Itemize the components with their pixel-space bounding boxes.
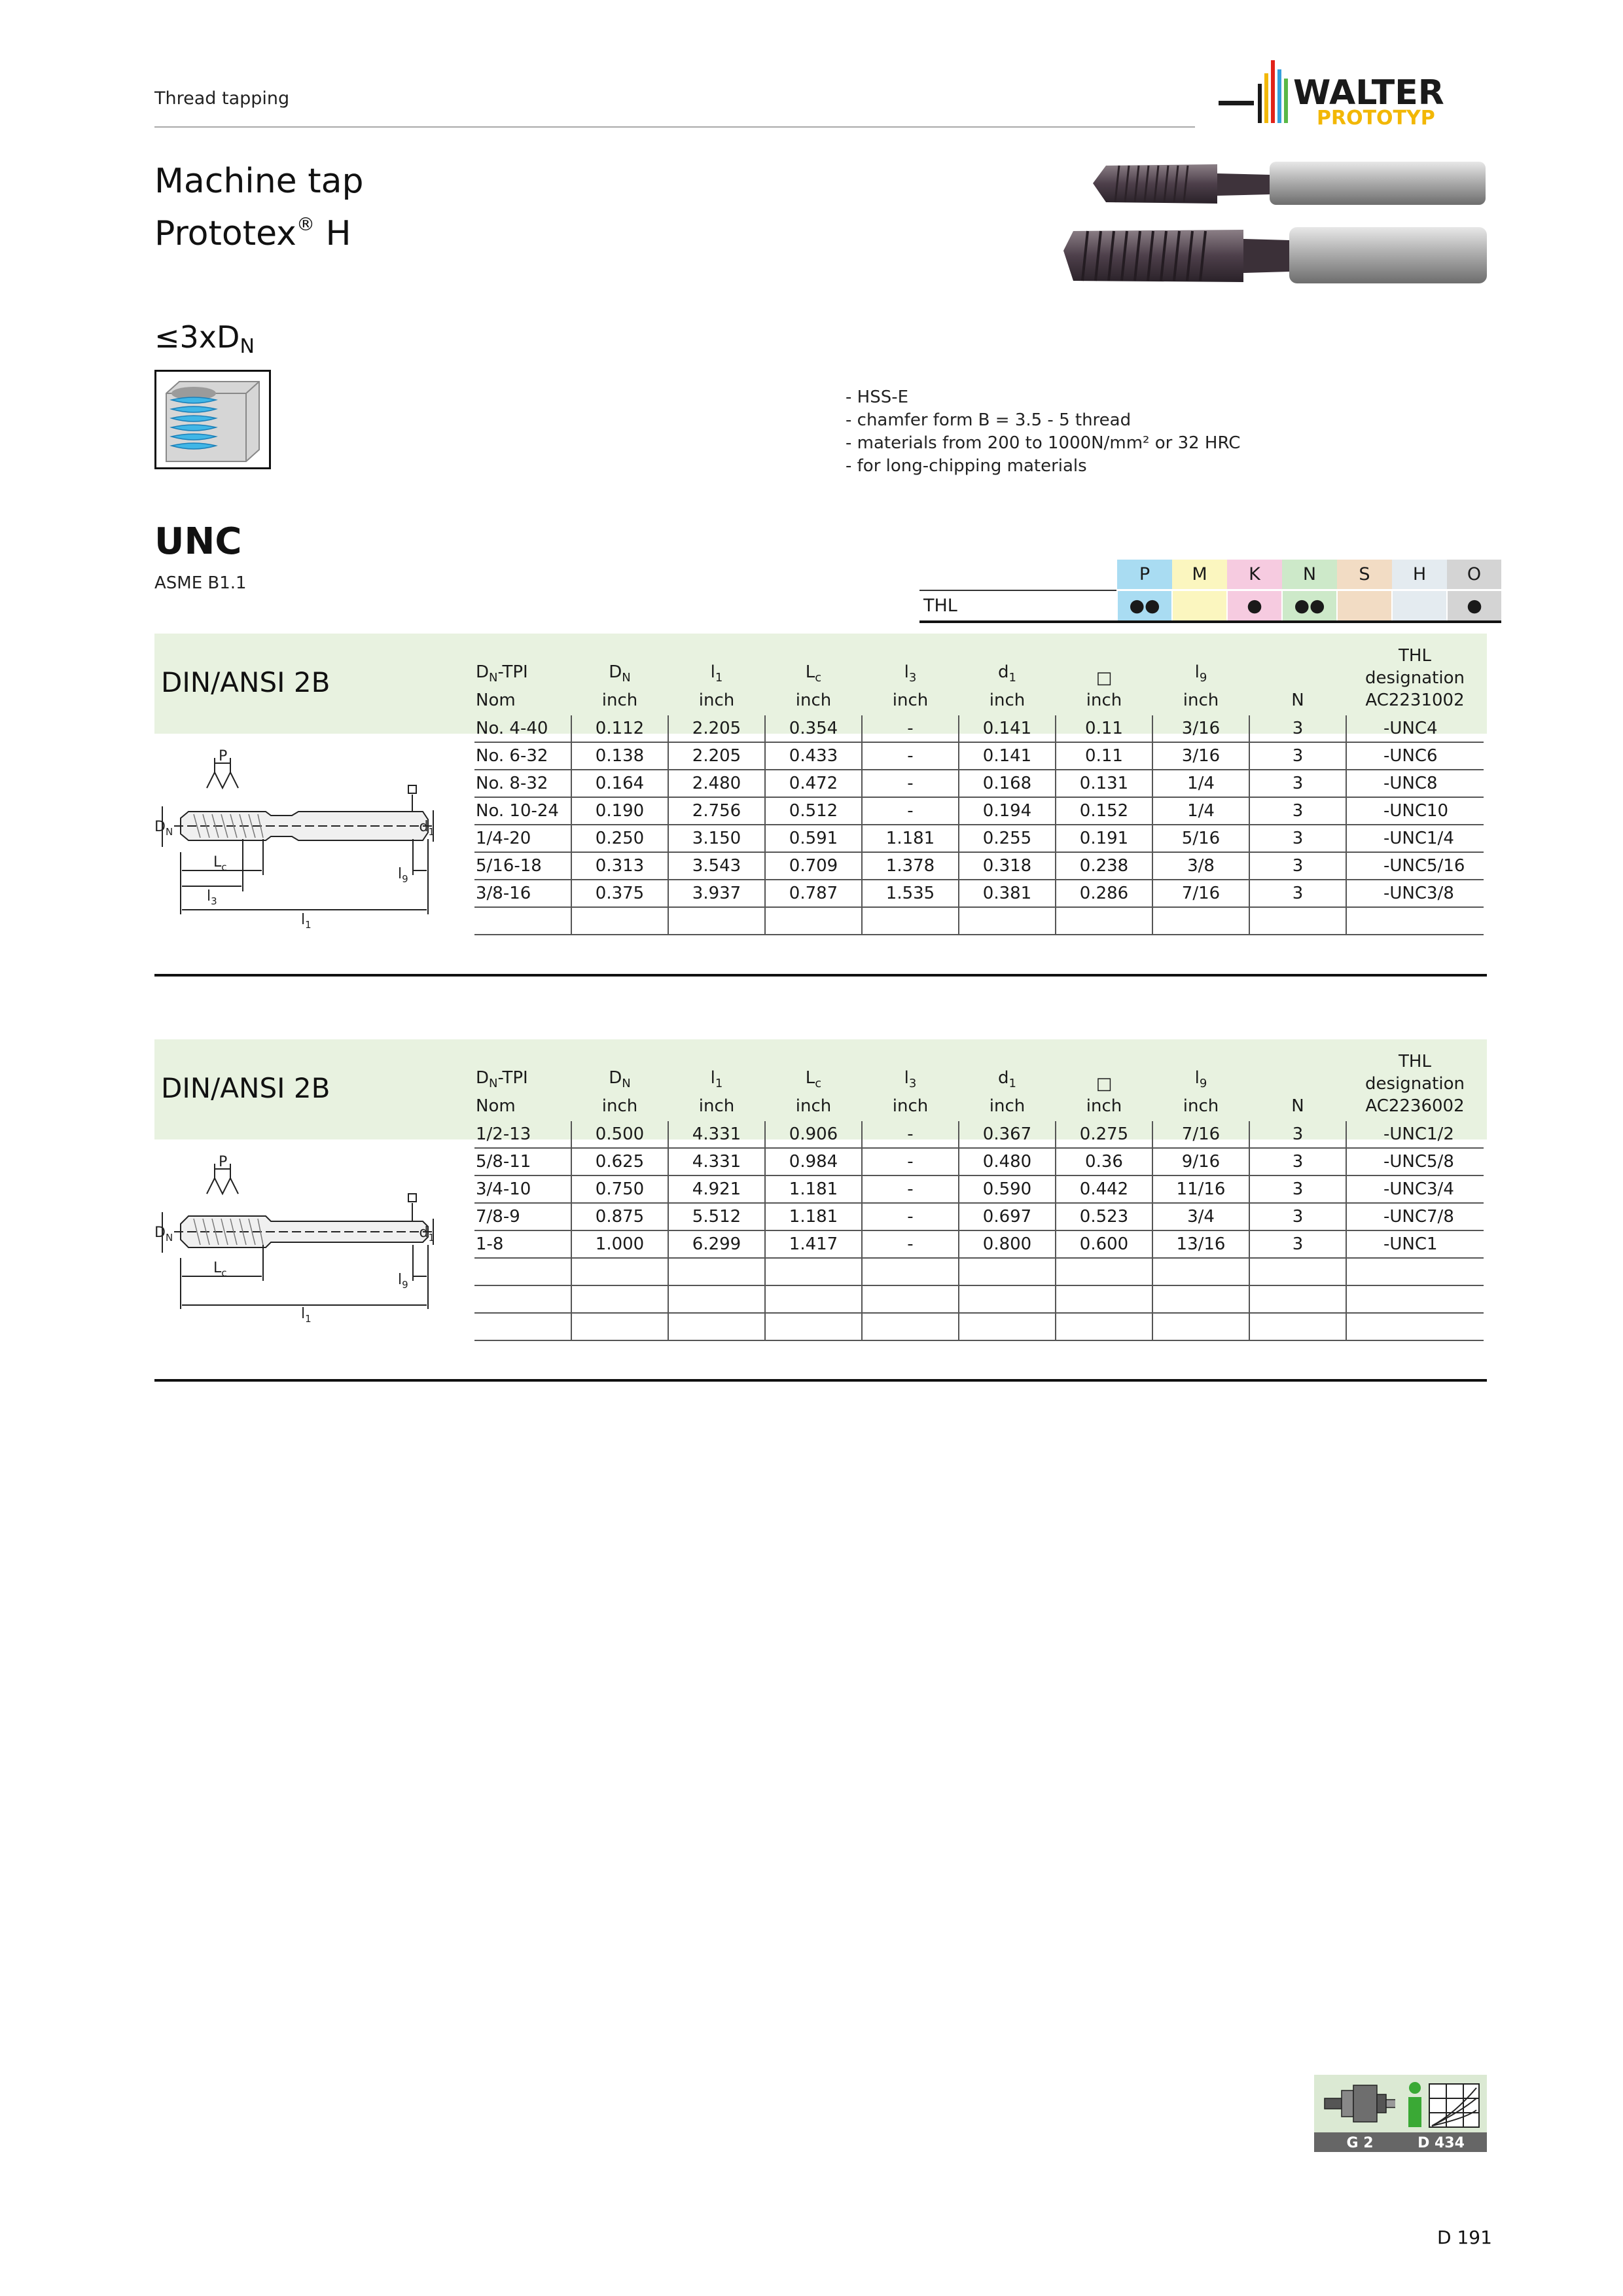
- table-cell: 0.984: [765, 1148, 862, 1175]
- table2-schematic: [154, 1140, 437, 1325]
- table-cell: 0.590: [959, 1175, 1056, 1203]
- table-row: [474, 742, 1484, 770]
- table-cell: 3: [1249, 742, 1346, 770]
- table-cell: 0.600: [1056, 1230, 1152, 1258]
- schem-l1-label: $l_1$: [301, 912, 312, 931]
- feature-list: [846, 386, 1240, 478]
- table-cell: [765, 1258, 862, 1285]
- table-cell: 3/4-10: [474, 1175, 571, 1203]
- col-designation: THL designation AC2236002: [1365, 1052, 1465, 1116]
- section-label: Thread tapping: [154, 88, 290, 109]
- table2-body: [474, 1121, 1484, 1340]
- table-cell: 0.313: [571, 852, 668, 880]
- material-mark: [1172, 590, 1227, 622]
- table-cell: [765, 907, 862, 935]
- walter-logo: [1219, 60, 1487, 132]
- table-cell: 0.480: [959, 1148, 1056, 1175]
- table-cell: [571, 907, 668, 935]
- table1: [474, 634, 1484, 935]
- schem2-p-label: P: [219, 1154, 228, 1170]
- table-cell: [571, 1258, 668, 1285]
- schem2-lc-label: $L_c$: [213, 1260, 227, 1279]
- material-K: K: [1227, 560, 1282, 590]
- table-cell: 0.709: [765, 852, 862, 880]
- table-cell: [959, 1313, 1056, 1340]
- table-cell: 0.238: [1056, 852, 1152, 880]
- col-n: N: [1291, 1096, 1304, 1116]
- schem2-l9-label: $l_9$: [398, 1272, 408, 1291]
- table-cell: 2.205: [668, 715, 765, 742]
- table-cell: [959, 1258, 1056, 1285]
- feature-item: - for long-chipping materials: [846, 456, 1087, 476]
- table-cell: 1.000: [571, 1230, 668, 1258]
- table-cell: 0.591: [765, 825, 862, 852]
- table-cell: 2.205: [668, 742, 765, 770]
- table-cell: [1056, 1285, 1152, 1313]
- table-cell: 0.36: [1056, 1148, 1152, 1175]
- table-cell: 0.152: [1056, 797, 1152, 825]
- table-cell: No. 10-24: [474, 797, 571, 825]
- schem-dn-label: $D_N$: [154, 819, 173, 838]
- table-cell: 3: [1249, 825, 1346, 852]
- table-row: [474, 1121, 1484, 1148]
- table-cell: 0.523: [1056, 1203, 1152, 1230]
- table-row: [474, 1175, 1484, 1203]
- table-row: [474, 1285, 1484, 1313]
- table2: [474, 1039, 1484, 1341]
- schem-l3-label: $l_3$: [207, 888, 217, 907]
- table-cell: 1-8: [474, 1230, 571, 1258]
- table-cell: 1.417: [765, 1230, 862, 1258]
- table-cell: No. 4-40: [474, 715, 571, 742]
- table-cell: [668, 1258, 765, 1285]
- table-cell: 0.190: [571, 797, 668, 825]
- table-cell: 2.480: [668, 770, 765, 797]
- table-cell: [1056, 907, 1152, 935]
- col-l9: $l_9$ inch: [1183, 662, 1219, 710]
- table-cell: 0.625: [571, 1148, 668, 1175]
- material-grid: [919, 560, 1501, 623]
- table-cell: -UNC10: [1346, 797, 1484, 825]
- table-row: [474, 797, 1484, 825]
- table-cell: -UNC1: [1346, 1230, 1484, 1258]
- table-cell: 3.543: [668, 852, 765, 880]
- table-cell: [474, 1285, 571, 1313]
- table-cell: 3/8: [1152, 852, 1249, 880]
- tap-long: [1063, 227, 1487, 283]
- col-n: N: [1291, 691, 1304, 710]
- table-cell: 3: [1249, 852, 1346, 880]
- table-cell: 9/16: [1152, 1148, 1249, 1175]
- table-cell: 6.299: [668, 1230, 765, 1258]
- table-cell: [1346, 1313, 1484, 1340]
- table-row: [474, 1258, 1484, 1285]
- table-cell: 4.921: [668, 1175, 765, 1203]
- table-cell: 3/8-16: [474, 880, 571, 907]
- table-cell: 5/8-11: [474, 1148, 571, 1175]
- schem2-l1-label: $l_1$: [301, 1306, 312, 1325]
- table2-bottom-rule: [154, 1379, 1487, 1382]
- table-cell: 3: [1249, 1121, 1346, 1148]
- table-cell: [1056, 1258, 1152, 1285]
- table-cell: 1/4: [1152, 797, 1249, 825]
- table-cell: 0.697: [959, 1203, 1056, 1230]
- material-mark: [1392, 590, 1447, 622]
- table-row: [474, 770, 1484, 797]
- col-l3: $l_3$ inch: [892, 662, 929, 710]
- table-cell: [959, 907, 1056, 935]
- table-cell: [1152, 1258, 1249, 1285]
- table-cell: -UNC1/2: [1346, 1121, 1484, 1148]
- table-cell: [765, 1285, 862, 1313]
- table-cell: 0.138: [571, 742, 668, 770]
- feature-item: - HSS-E: [846, 387, 909, 407]
- table-cell: [668, 1313, 765, 1340]
- table-cell: 0.787: [765, 880, 862, 907]
- material-N: N: [1282, 560, 1337, 590]
- table-row: [474, 1203, 1484, 1230]
- table-cell: 0.800: [959, 1230, 1056, 1258]
- thread-standard: ASME B1.1: [154, 573, 247, 593]
- table-cell: -: [862, 797, 959, 825]
- table-cell: -UNC7/8: [1346, 1203, 1484, 1230]
- schem2-dn-label: $D_N$: [154, 1225, 173, 1244]
- blind-hole-icon: [154, 370, 271, 469]
- header-rule: [154, 126, 1195, 128]
- col-dn: $D_N$ inch: [601, 1067, 638, 1116]
- logo-sub: PROTOTYP: [1317, 107, 1435, 130]
- table-cell: [1249, 1258, 1346, 1285]
- material-P: P: [1117, 560, 1172, 590]
- table-cell: 4.331: [668, 1148, 765, 1175]
- table-cell: 0.286: [1056, 880, 1152, 907]
- table-cell: 0.433: [765, 742, 862, 770]
- table2-title: DIN/ANSI 2B: [161, 1072, 330, 1104]
- table-row: [474, 1313, 1484, 1340]
- table-cell: 3: [1249, 1203, 1346, 1230]
- info-reference-icon[interactable]: [1395, 2075, 1487, 2152]
- material-H: H: [1392, 560, 1447, 590]
- table-cell: 3/16: [1152, 715, 1249, 742]
- table-cell: 0.512: [765, 797, 862, 825]
- table-cell: 7/16: [1152, 880, 1249, 907]
- table-cell: 1.535: [862, 880, 959, 907]
- schem-lc-label: $L_c$: [213, 854, 227, 873]
- table-cell: [1346, 907, 1484, 935]
- table-cell: 3: [1249, 797, 1346, 825]
- col-dn: $D_N$ inch: [601, 662, 638, 710]
- table-cell: 3/4: [1152, 1203, 1249, 1230]
- table-cell: 0.275: [1056, 1121, 1152, 1148]
- table-row: [474, 1230, 1484, 1258]
- table-cell: [474, 907, 571, 935]
- material-mark: ●●: [1282, 590, 1337, 622]
- table-cell: [668, 1285, 765, 1313]
- table-cell: 3: [1249, 770, 1346, 797]
- table-cell: 7/16: [1152, 1121, 1249, 1148]
- table-cell: -: [862, 1148, 959, 1175]
- table-cell: [1249, 1313, 1346, 1340]
- table1-title: DIN/ANSI 2B: [161, 666, 330, 698]
- table-row: [474, 880, 1484, 907]
- product-title-line1: Machine tap: [154, 162, 364, 201]
- table-cell: 7/8-9: [474, 1203, 571, 1230]
- material-mark: ●: [1447, 590, 1501, 622]
- table-cell: 3.937: [668, 880, 765, 907]
- table-cell: No. 6-32: [474, 742, 571, 770]
- table-cell: -UNC8: [1346, 770, 1484, 797]
- table-cell: 3: [1249, 1148, 1346, 1175]
- table-cell: [474, 1258, 571, 1285]
- table-cell: 0.164: [571, 770, 668, 797]
- table-cell: -UNC6: [1346, 742, 1484, 770]
- table-cell: [1346, 1258, 1484, 1285]
- feature-item: - chamfer form B = 3.5 - 5 thread: [846, 410, 1132, 430]
- table-row: [474, 907, 1484, 935]
- table-cell: [862, 1285, 959, 1313]
- table-cell: 3: [1249, 1175, 1346, 1203]
- ref2-label: D 434: [1418, 2135, 1465, 2151]
- material-mark: ●●: [1117, 590, 1172, 622]
- table-cell: 3: [1249, 880, 1346, 907]
- table-cell: 0.255: [959, 825, 1056, 852]
- table-cell: [1056, 1313, 1152, 1340]
- table-cell: -UNC5/8: [1346, 1148, 1484, 1175]
- table-cell: 0.141: [959, 715, 1056, 742]
- col-l1: $l_1$ inch: [698, 1067, 735, 1116]
- depth-spec: $\le 3xD_N$: [154, 319, 255, 358]
- col-square: □ inch: [1086, 1074, 1122, 1116]
- table-cell: 0.318: [959, 852, 1056, 880]
- table-cell: 0.354: [765, 715, 862, 742]
- table-cell: 0.906: [765, 1121, 862, 1148]
- schem-d1-label: $d_1$: [419, 819, 435, 838]
- ref1-label: G 2: [1346, 2135, 1374, 2151]
- tap-tools-image: [1047, 154, 1492, 291]
- table-row: [474, 825, 1484, 852]
- table-cell: -UNC1/4: [1346, 825, 1484, 852]
- table-cell: [1152, 1313, 1249, 1340]
- material-row-label: THL: [919, 590, 1117, 622]
- table-row: [474, 852, 1484, 880]
- feature-item: - materials from 200 to 1000N/mm² or 32 HRC: [846, 433, 1241, 453]
- table-row: [474, 715, 1484, 742]
- schem-p-label: P: [219, 748, 228, 764]
- table-cell: [765, 1313, 862, 1340]
- col-lc: $L_c$ inch: [795, 1067, 832, 1116]
- table-cell: -: [862, 715, 959, 742]
- thread-system: UNC: [154, 520, 242, 563]
- table-cell: [1152, 907, 1249, 935]
- table-cell: [1152, 1285, 1249, 1313]
- material-M: M: [1172, 560, 1227, 590]
- table-cell: 5/16-18: [474, 852, 571, 880]
- table-cell: 1.181: [765, 1203, 862, 1230]
- table-cell: 0.11: [1056, 715, 1152, 742]
- table-cell: 0.381: [959, 880, 1056, 907]
- table-cell: 1/2-13: [474, 1121, 571, 1148]
- table-cell: -: [862, 1230, 959, 1258]
- table-cell: 0.131: [1056, 770, 1152, 797]
- table-cell: 0.875: [571, 1203, 668, 1230]
- table-cell: [862, 1313, 959, 1340]
- table-cell: 0.472: [765, 770, 862, 797]
- table-cell: 0.375: [571, 880, 668, 907]
- table-row: [474, 1148, 1484, 1175]
- table-cell: 5/16: [1152, 825, 1249, 852]
- table-cell: 1.378: [862, 852, 959, 880]
- table-cell: 1.181: [862, 825, 959, 852]
- table-cell: 0.250: [571, 825, 668, 852]
- table-cell: [1249, 907, 1346, 935]
- table-cell: [571, 1313, 668, 1340]
- table-cell: [668, 907, 765, 935]
- table-cell: -UNC3/4: [1346, 1175, 1484, 1203]
- table-cell: -UNC5/16: [1346, 852, 1484, 880]
- table-cell: [959, 1285, 1056, 1313]
- schem2-d1-label: $d_1$: [419, 1225, 435, 1244]
- table-cell: -: [862, 1175, 959, 1203]
- table-cell: 0.191: [1056, 825, 1152, 852]
- holder-reference-icon[interactable]: [1314, 2075, 1406, 2152]
- table-cell: 0.11: [1056, 742, 1152, 770]
- col-designation: THL designation AC2231002: [1365, 646, 1465, 710]
- col-nom: $D_N$-TPI Nom: [476, 662, 528, 710]
- table-cell: 5.512: [668, 1203, 765, 1230]
- table-cell: [1346, 1285, 1484, 1313]
- table-cell: 1/4-20: [474, 825, 571, 852]
- col-nom: $D_N$-TPI Nom: [476, 1067, 528, 1116]
- col-l3: $l_3$ inch: [892, 1067, 929, 1116]
- product-title-line2: Prototex® H: [154, 213, 351, 253]
- logo-word: WALTER: [1293, 73, 1444, 113]
- page-number: D 191: [1437, 2227, 1492, 2248]
- table-cell: 1/4: [1152, 770, 1249, 797]
- table-cell: 3: [1249, 715, 1346, 742]
- table-cell: [862, 1258, 959, 1285]
- table-cell: 1.181: [765, 1175, 862, 1203]
- col-d1: $d_1$ inch: [989, 1067, 1026, 1116]
- table-cell: -UNC4: [1346, 715, 1484, 742]
- material-O: O: [1447, 560, 1501, 590]
- material-mark: [1337, 590, 1392, 622]
- product-title: [154, 160, 363, 255]
- table-cell: [1249, 1285, 1346, 1313]
- material-mark: ●: [1227, 590, 1282, 622]
- table-cell: 0.367: [959, 1121, 1056, 1148]
- table-cell: 0.112: [571, 715, 668, 742]
- table-cell: 3: [1249, 1230, 1346, 1258]
- table-cell: -: [862, 770, 959, 797]
- table-cell: 0.500: [571, 1121, 668, 1148]
- material-S: S: [1337, 560, 1392, 590]
- col-l1: $l_1$ inch: [698, 662, 735, 710]
- table-cell: 4.331: [668, 1121, 765, 1148]
- table-cell: -: [862, 742, 959, 770]
- col-lc: $L_c$ inch: [795, 662, 832, 710]
- table-cell: 0.750: [571, 1175, 668, 1203]
- table-cell: -: [862, 1203, 959, 1230]
- table-cell: 0.141: [959, 742, 1056, 770]
- col-d1: $d_1$ inch: [989, 662, 1026, 710]
- table-cell: 13/16: [1152, 1230, 1249, 1258]
- col-square: □ inch: [1086, 668, 1122, 710]
- table-cell: No. 8-32: [474, 770, 571, 797]
- table-cell: 2.756: [668, 797, 765, 825]
- table-cell: [862, 907, 959, 935]
- col-l9: $l_9$ inch: [1183, 1067, 1219, 1116]
- table1-schematic: [154, 734, 437, 931]
- table-cell: 0.194: [959, 797, 1056, 825]
- table-cell: [474, 1313, 571, 1340]
- schem-l9-label: $l_9$: [398, 866, 408, 885]
- tap-short: [1093, 162, 1486, 205]
- table1-bottom-rule: [154, 974, 1487, 977]
- table1-body: [474, 715, 1484, 935]
- table-cell: 0.168: [959, 770, 1056, 797]
- table-cell: -: [862, 1121, 959, 1148]
- table-cell: -UNC3/8: [1346, 880, 1484, 907]
- table-cell: 0.442: [1056, 1175, 1152, 1203]
- table-cell: 3.150: [668, 825, 765, 852]
- table-cell: 3/16: [1152, 742, 1249, 770]
- table-cell: [571, 1285, 668, 1313]
- table-cell: 11/16: [1152, 1175, 1249, 1203]
